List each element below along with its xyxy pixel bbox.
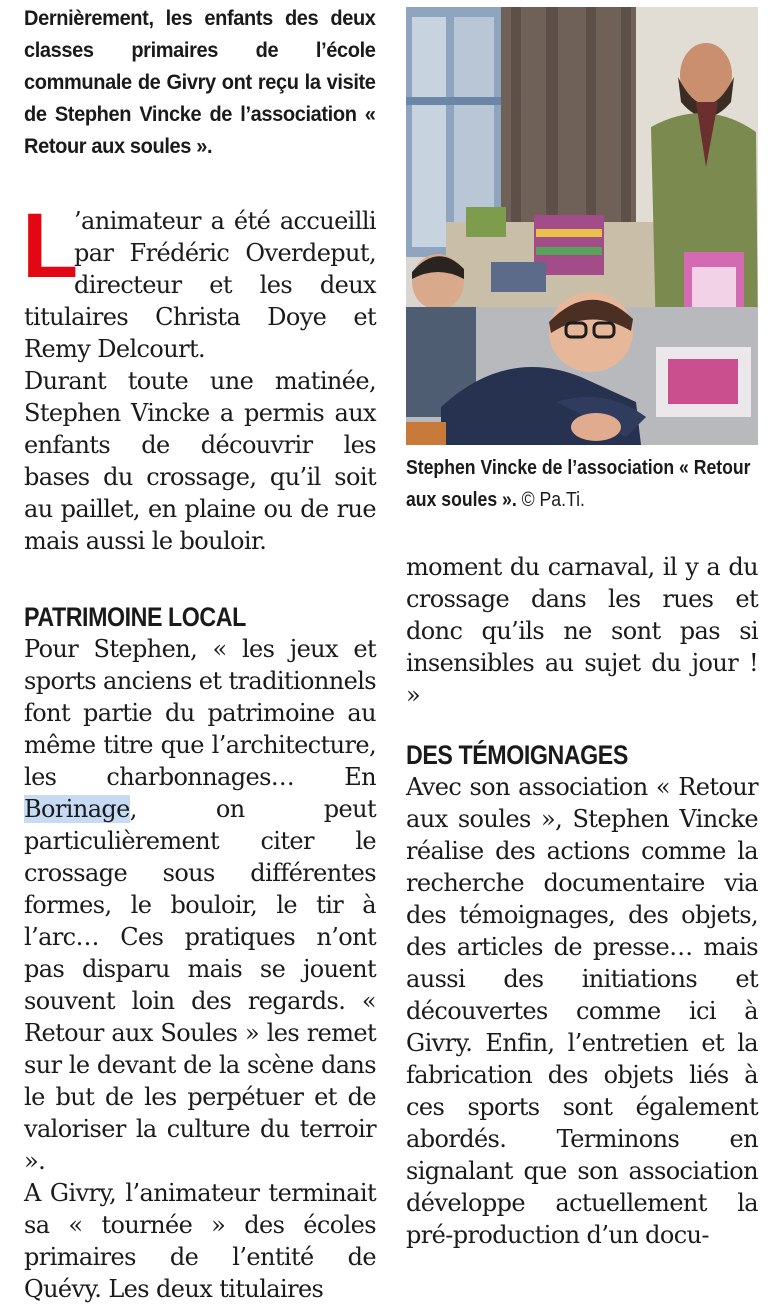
paragraph-text: Pour Stephen, « les jeux et sports anciens et traditionnels font partie du patrimoine au même titre que l’architecture, les charbonnages… En — [24, 635, 376, 791]
article-paragraph — [22, 195, 376, 365]
article-paragraph: Durant toute une matinée, Stephen Vincke a permis aux enfants de découvrir les bases du crossage, qu’il soit au paillet, en plaine ou de rue mais aussi le bouloir. — [24, 367, 376, 555]
photo-caption — [406, 452, 767, 516]
caption-text: Stephen Vincke de l’association « Retour aux soules ». — [406, 456, 751, 511]
photo-credit: © Pa.Ti. — [521, 488, 585, 511]
paragraph-text: , on peut particulièrement citer le crossage sous différentes formes, le bouloir, le tir à l’arc… Ces pratiques n’ont pas disparu mais se jouent souvent loin des regards. « Retour aux Soules » les remet sur le devant de la scène dans le but de les perpétuer et de valoriser la culture du terroir ». — [24, 795, 376, 1175]
article-paragraph: moment du carnaval, il y a du crossage dans les rues et donc qu’ils ne sont pas si insensibles au sujet du jour ! » — [406, 553, 758, 709]
article-paragraph — [24, 633, 376, 1177]
drop-cap: L — [22, 195, 78, 297]
section-heading-temoignages: DES TÉMOIGNAGES — [406, 740, 628, 770]
paragraph-text: ’animateur a été accueilli par Frédéric Overdeput, directeur et les deux titulaires Christa Doye et Remy Delcourt. — [24, 207, 376, 363]
photo-illustration — [406, 7, 758, 445]
article-lead: Dernièrement, les enfants des deux classes primaires de l’école communale de Givry ont reçu la visite de Stephen Vincke de l’association « Retour aux soules ». — [24, 6, 376, 158]
left-column — [24, 0, 376, 1305]
highlighted-word[interactable]: Borinage — [24, 795, 130, 823]
section-heading-patrimoine: PATRIMOINE LOCAL — [24, 602, 246, 632]
article-paragraph: Avec son association « Retour aux soules », Stephen Vincke réalise des actions comme la recherche documentaire via des témoignages, des objets, des articles de presse… mais aussi des initiations et découvertes comme ici à Givry. Enfin, l’entretien et la fabrication des objets liés à ces sports sont également abordés. Terminons en signalant que son association développe actuellement la pré-production d’un docu- — [406, 773, 758, 1249]
right-column — [406, 0, 758, 1251]
article-paragraph: A Givry, l’animateur terminait sa « tournée » des écoles primaires de l’entité de Quévy. Les deux titulaires — [24, 1179, 376, 1303]
article-photo — [406, 7, 758, 445]
